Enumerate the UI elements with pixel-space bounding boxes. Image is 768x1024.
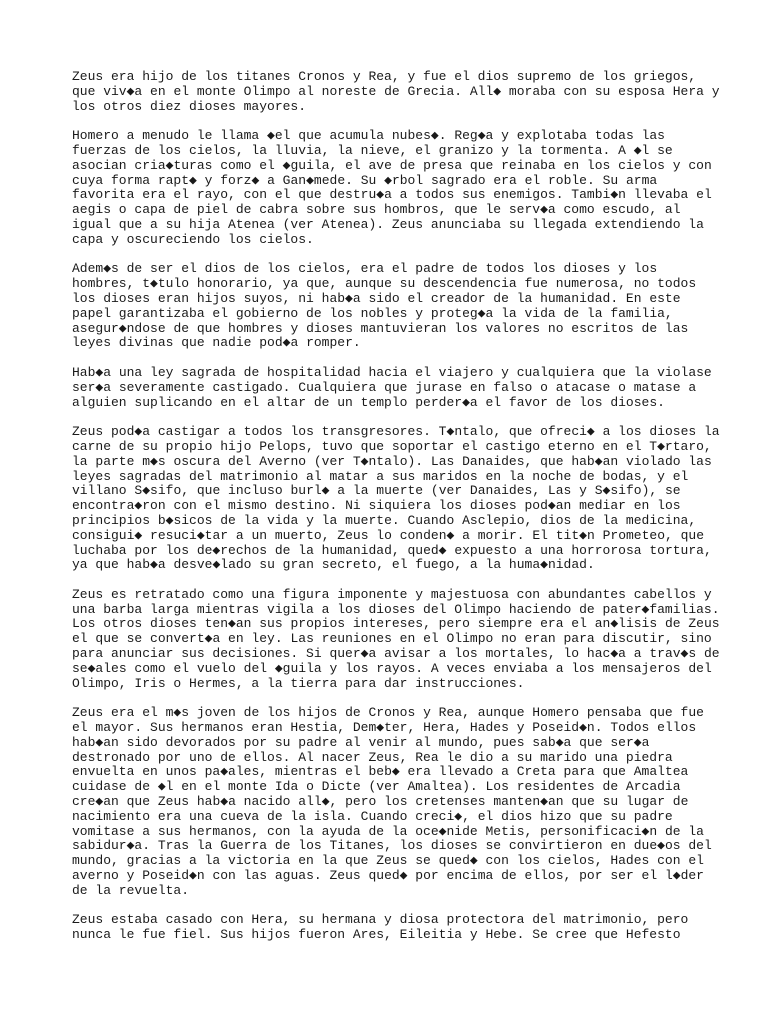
- text-line: encontra◆ron con el mismo destino. Ni siquiera los dioses pod◆an mediar en los: [72, 498, 681, 514]
- paragraph: [72, 706, 712, 898]
- text-line: Zeus es retratado como una figura imponente y majestuosa con abundantes cabellos y: [72, 586, 712, 602]
- text-line: se◆ales como el vuelo del ◆guila y los rayos. A veces enviaba a los mensajeros del: [72, 660, 712, 676]
- text-line: cuya forma rapt◆ y forz◆ a Gan◆mede. Su ◆rbol sagrado era el roble. Su arma: [72, 172, 658, 188]
- paragraph: [72, 913, 712, 943]
- text-line: villano S◆sifo, que incluso burl◆ a la muerte (ver Danaides, Las y S◆sifo), se: [72, 483, 681, 499]
- text-line: Zeus estaba casado con Hera, su hermana y diosa protectora del matrimonio, pero: [72, 912, 689, 928]
- paragraph: [72, 424, 720, 573]
- text-line: luchaba por los de◆rechos de la humanidad, qued◆ expuesto a una horrorosa tortura,: [72, 542, 712, 558]
- text-line: sabidur◆a. Tras la Guerra de los Titanes, los dioses se convirtieron en due◆os del: [72, 838, 712, 854]
- text-line: asegur◆ndose de que hombres y dioses mantuvieran los valores no escritos de las: [72, 320, 689, 336]
- text-line: aegis o capa de piel de cabra sobre sus hombros, que le serv◆a como escudo, al: [72, 202, 681, 218]
- text-line: Zeus era hijo de los titanes Cronos y Rea, y fue el dios supremo de los griegos,: [72, 69, 697, 84]
- text-line: fuerzas de los cielos, la lluvia, la nieve, el granizo y la tormenta. A ◆l se: [72, 142, 673, 158]
- text-line: hab◆an sido devorados por su padre al venir al mundo, pues sab◆a que ser◆a: [72, 734, 650, 750]
- text-line: Homero a menudo le llama ◆el que acumula nubes◆. Reg◆a y explotaba todas las: [72, 128, 665, 144]
- text-line: nacimiento era una cueva de la isla. Cuando creci◆, el dios hizo que su padre: [72, 808, 673, 824]
- text-line: carne de su propio hijo Pelops, tuvo que soportar el castigo eterno en el T◆rtaro,: [72, 438, 712, 454]
- text-line: favorita era el rayo, con el que destru◆a a todos sus enemigos. Tambi◆n llevaba el: [72, 187, 712, 203]
- text-line: consigui◆ resuci◆tar a un muerto, Zeus lo conden◆ a morir. El tit◆n Prometeo, que: [72, 527, 705, 543]
- text-line: Zeus pod◆a castigar a todos los transgresores. T◆ntalo, que ofreci◆ a los dioses la: [72, 424, 720, 440]
- text-line: envuelta en unos pa◆ales, mientras el beb◆ era llevado a Creta para que Amaltea: [72, 764, 689, 780]
- text-line: Zeus era el m◆s joven de los hijos de Cronos y Rea, aunque Homero pensaba que fue: [72, 705, 704, 721]
- text-line: el mayor. Sus hermanos eran Hestia, Dem◆ter, Hera, Hades y Poseid◆n. Todos ellos: [72, 720, 697, 736]
- text-line: Olimpo, Iris o Hermes, a la tierra para dar instrucciones.: [72, 675, 525, 691]
- text-line: cre◆an que Zeus hab◆a nacido all◆, pero los cretenses manten◆an que su lugar de: [72, 794, 689, 810]
- text-line: una barba larga mientras vigila a los dioses del Olimpo haciendo de pater◆familias.: [72, 601, 720, 617]
- text-line: alguien suplicando en el altar de un templo perder◆a el favor de los dioses.: [72, 394, 665, 410]
- text-line: leyes sagradas del matrimonio al matar a sus maridos en la noche de bodas, y el: [72, 468, 689, 484]
- text-line: que viv◆a en el monte Olimpo al noreste de Grecia. All◆ moraba con su esposa Hera y: [72, 83, 720, 99]
- paragraph: [72, 366, 712, 410]
- text-line: igual que a su hija Atenea (ver Atenea). Zeus anunciaba su llegada extendiendo la: [72, 216, 704, 232]
- text-line: Los otros dioses ten◆an sus propios intereses, pero siempre era el an◆lisis de Zeus: [72, 616, 720, 632]
- text-line: el que se convert◆a en ley. Las reuniones en el Olimpo no eran para discutir, sino: [72, 631, 712, 647]
- text-line: Hab◆a una ley sagrada de hospitalidad hacia el viajero y cualquiera que la violase: [72, 364, 712, 380]
- paragraph: [72, 129, 712, 247]
- text-line: capa y oscureciendo los cielos.: [72, 231, 314, 247]
- paragraph: [72, 69, 720, 114]
- paragraph: [72, 262, 712, 351]
- text-line: papel garantizaba el gobierno de los nobles y proteg◆a la vida de la familia,: [72, 305, 673, 321]
- text-line: leyes divinas que nadie pod◆a romper.: [72, 335, 361, 351]
- text-line: nunca le fue fiel. Sus hijos fueron Ares, Eileitia y Hebe. Se cree que Hefesto: [72, 927, 681, 943]
- text-line: destronado por uno de ellos. Al nacer Zeus, Rea le dio a su marido una piedra: [72, 749, 673, 765]
- text-line: asocian cria◆turas como el ◆guila, el ave de presa que reinaba en los cielos y con: [72, 157, 712, 173]
- text-line: los dioses eran hijos suyos, ni hab◆a sido el creador de la humanidad. En este: [72, 290, 681, 306]
- text-line: de la revuelta.: [72, 882, 190, 898]
- text-line: cuidase de ◆l en el monte Ida o Dicte (ver Amaltea). Los residentes de Arcadia: [72, 779, 681, 795]
- document-body: [72, 69, 720, 958]
- text-line: averno y Poseid◆n con las aguas. Zeus qued◆ por encima de ellos, por ser el l◆der: [72, 868, 704, 884]
- text-line: ser◆a severamente castigado. Cualquiera que jurase en falso o atacase o matase a: [72, 379, 697, 395]
- text-line: Adem◆s de ser el dios de los cielos, era el padre de todos los dioses y los: [72, 261, 658, 277]
- paragraph: [72, 586, 720, 692]
- text-line: ya que hab◆a desve◆lado su gran secreto, el fuego, a la huma◆nidad.: [72, 557, 595, 573]
- text-line: principios b◆sicos de la vida y la muerte. Cuando Asclepio, dios de la medicina,: [72, 512, 697, 528]
- text-line: vomitase a sus hermanos, con la ayuda de la oce◆nide Metis, personificaci◆n de la: [72, 823, 704, 839]
- text-line: mundo, gracias a la victoria en la que Zeus se qued◆ con los cielos, Hades con el: [72, 853, 704, 869]
- text-line: para anunciar sus decisiones. Si quer◆a avisar a los mortales, lo hac◆a a trav◆s de: [72, 646, 720, 662]
- text-line: los otros diez dioses mayores.: [72, 98, 307, 114]
- text-line: hombres, t◆tulo honorario, ya que, aunque su descendencia fue numerosa, no todos: [72, 276, 697, 292]
- text-line: la parte m◆s oscura del Averno (ver T◆ntalo). Las Danaides, que hab◆an violado las: [72, 453, 712, 469]
